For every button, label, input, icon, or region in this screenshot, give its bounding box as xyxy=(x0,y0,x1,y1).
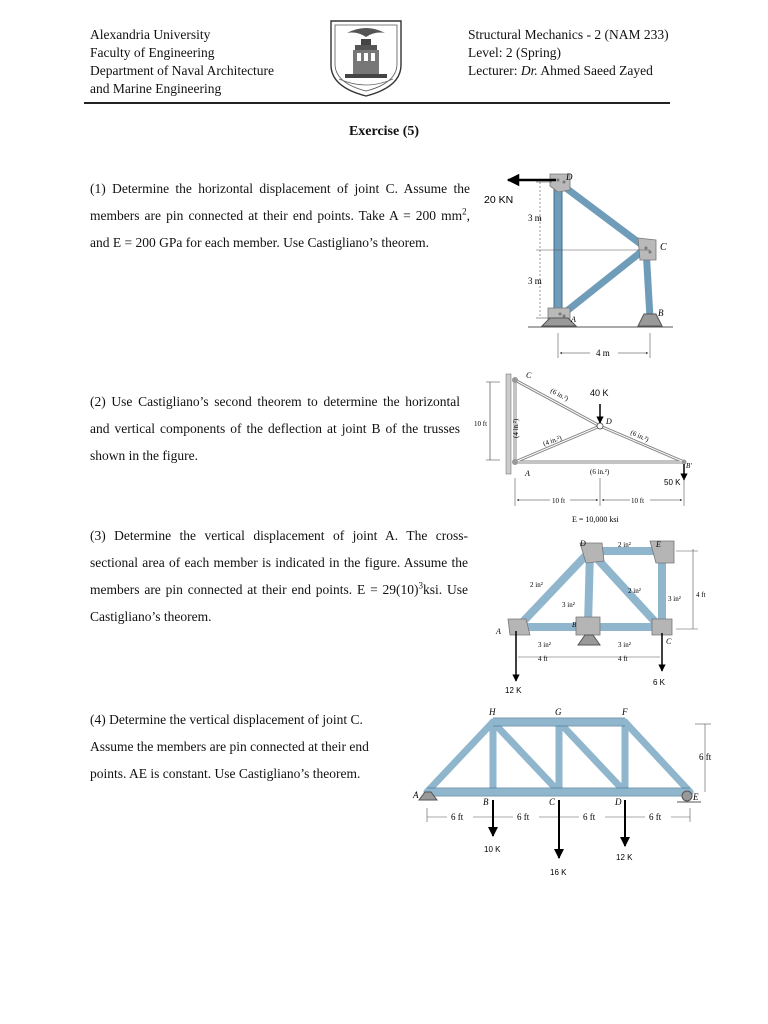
q1-load-label: 20 KN xyxy=(484,194,514,206)
q4-span-3: 6 ft xyxy=(583,812,596,822)
q3-area-db: 3 in² xyxy=(562,601,575,609)
q1-text-2: , and E = 200 GPa for each member. Use Castigliano’s theorem. xyxy=(90,208,470,250)
q4-label-A: A xyxy=(413,790,419,800)
q2-height: 10 ft xyxy=(474,420,488,428)
q4-label-D: D xyxy=(615,797,622,807)
header-left xyxy=(90,26,330,98)
q2-area-cd: (6 in.²) xyxy=(549,386,570,403)
q4-label-E: E xyxy=(693,792,699,802)
q3-label-D: D xyxy=(580,539,586,548)
q2-area-ab: (6 in.²) xyxy=(590,468,610,476)
q1-sup: 2 xyxy=(462,206,467,217)
question-3 xyxy=(90,522,468,630)
q1-label-D: D xyxy=(566,172,573,182)
q4-span-2: 6 ft xyxy=(517,812,530,822)
q3-load-1: 12 K xyxy=(505,686,522,695)
q1-label-A: A xyxy=(571,315,576,324)
q4-height: 6 ft xyxy=(699,752,712,762)
q1-height-2: 3 m xyxy=(528,276,542,286)
q2-load-1: 40 K xyxy=(590,388,609,398)
q3-figure xyxy=(490,535,720,700)
q3-width-2: 4 ft xyxy=(618,655,628,663)
q3-width-1: 4 ft xyxy=(538,655,548,663)
q1-label-C: C xyxy=(660,242,667,253)
q3-text-1: (3) Determine the vertical displacement of joint A. The cross-sectional area of each member is indicated in the figure. Assume the members are pin connected at their end points. E = 29(10) xyxy=(90,528,468,597)
q3-area-ab: 3 in² xyxy=(538,641,551,649)
q2-width-2: 10 ft xyxy=(631,497,645,505)
question-2: (2) Use Castigliano’s second theorem to determine the horizontal and vertical components of the deflection at joint B of the trusses shown in the figure. xyxy=(90,394,460,463)
q3-text-2: ksi. Use Castigliano’s theorem. xyxy=(90,582,469,624)
page-title: Exercise (5) xyxy=(348,124,420,139)
question-4: (4) Determine the vertical displacement of joint C. Assume the members are pin connected at their end points. AE is constant. Use Castigliano’s theorem. xyxy=(90,712,369,781)
q4-span-1: 6 ft xyxy=(451,812,464,822)
q1-width: 4 m xyxy=(596,348,610,358)
q4-label-B: B xyxy=(483,797,489,807)
q1-height-1: 3 m xyxy=(528,213,542,223)
q4-label-H: H xyxy=(489,707,496,717)
q3-area-dc: 2 in² xyxy=(628,587,641,595)
q4-load-1: 10 K xyxy=(484,845,501,854)
q4-span-4: 6 ft xyxy=(649,812,662,822)
q3-label-A: A xyxy=(496,627,501,636)
course-name: Structural Mechanics - 2 (NAM 233) xyxy=(468,27,669,42)
q4-load-2: 16 K xyxy=(550,868,567,877)
q2-area-db: (6 in.²) xyxy=(629,428,650,444)
q2-label-B: B′ xyxy=(686,462,692,470)
q3-label-E: E xyxy=(656,540,661,549)
department-name-cont: and Marine Engineering xyxy=(90,81,222,96)
q3-area-de: 2 in² xyxy=(618,541,631,549)
q4-label-C: C xyxy=(549,797,556,807)
lecturer-title: Dr. xyxy=(520,63,538,78)
q2-width-1: 10 ft xyxy=(552,497,566,505)
q1-figure xyxy=(478,168,678,368)
q3-area-ce: 3 in² xyxy=(668,595,681,603)
q3-sup: 3 xyxy=(418,580,424,591)
q3-load-2: 6 K xyxy=(653,678,666,687)
q1-text-1: (1) Determine the horizontal displacement of joint C. Assume the members are pin connected at their end points. Take A = 200 mm xyxy=(90,181,470,223)
q3-label-C: C xyxy=(666,637,672,646)
university-logo xyxy=(325,17,407,99)
q3-height: 4 ft xyxy=(696,591,706,599)
course-level: Level: 2 (Spring) xyxy=(468,45,561,60)
q3-label-B: B xyxy=(572,621,577,629)
lecturer-prefix: Lecturer: xyxy=(468,63,521,78)
q4-label-F: F xyxy=(622,707,628,717)
question-1 xyxy=(90,175,470,256)
q2-label-A: A xyxy=(525,469,530,478)
q3-area-ad: 2 in² xyxy=(530,581,543,589)
q2-label-D: D xyxy=(606,417,612,426)
q4-figure xyxy=(405,700,735,885)
faculty-name: Faculty of Engineering xyxy=(90,45,215,60)
q3-area-bc: 3 in² xyxy=(618,641,631,649)
q1-label-B: B xyxy=(658,308,664,318)
q2-area-ad: (4 in.²) xyxy=(541,433,563,448)
q2-figure xyxy=(470,368,700,528)
lecturer xyxy=(468,62,708,80)
lecturer-name: Ahmed Saeed Zayed xyxy=(537,63,653,78)
q2-load-2: 50 K xyxy=(664,478,681,487)
q2-modulus: E = 10,000 ksi xyxy=(572,515,619,524)
q4-load-3: 12 K xyxy=(616,853,633,862)
q2-label-C: C xyxy=(526,371,532,380)
q2-area-ac: (4 in.²) xyxy=(512,418,520,438)
university-name: Alexandria University xyxy=(90,27,211,42)
header-right xyxy=(468,26,708,80)
department-name: Department of Naval Architecture xyxy=(90,63,275,78)
q4-label-G: G xyxy=(555,707,562,717)
header-rule xyxy=(84,102,670,104)
